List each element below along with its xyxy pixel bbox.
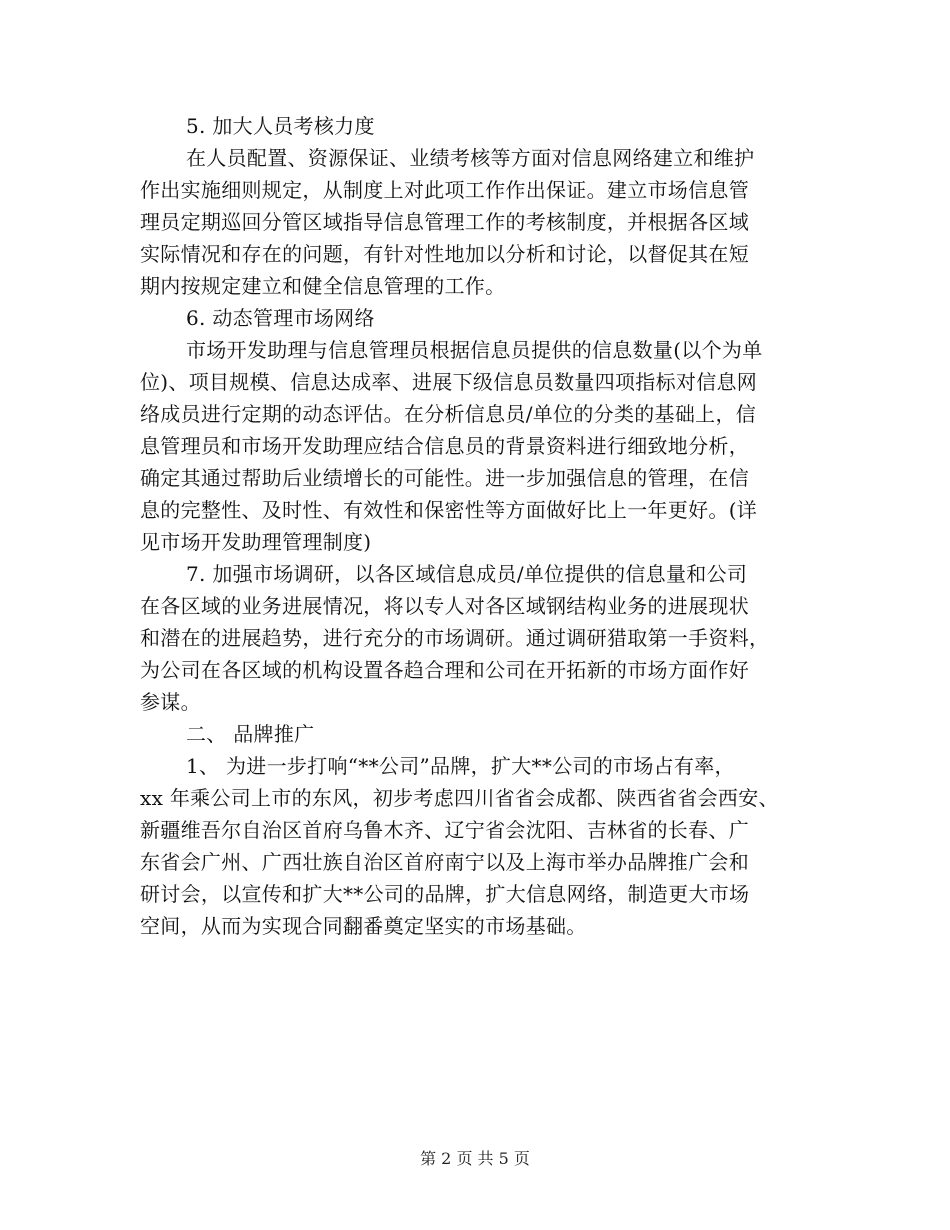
text-line: 理员定期巡回分管区域指导信息管理工作的考核制度，并根据各区域	[140, 210, 749, 234]
text-line: xx 年乘公司上市的东风，初步考虑四川省省会成都、陕西省省会西安、	[140, 786, 779, 810]
text-line: 东省会广州、广西壮族自治区首府南宁以及上海市举办品牌推广会和	[140, 850, 749, 874]
text-line: 参谋。	[140, 690, 201, 714]
document-body	[140, 110, 820, 942]
page-number-footer: 第 2 页 共 5 页	[420, 1149, 530, 1168]
text-line: 在各区域的业务进展情况，将以专人对各区域钢结构业务的进展现状	[140, 594, 749, 618]
text-line: 实际情况和存在的问题，有针对性地加以分析和讨论，以督促其在短	[140, 242, 749, 266]
text-line: 5. 加大人员考核力度	[186, 114, 375, 138]
text-line: 息的完整性、及时性、有效性和保密性等方面做好比上一年更好。(详	[140, 498, 758, 522]
text-line: 见市场开发助理管理制度)	[140, 530, 372, 554]
text-line: 确定其通过帮助后业绩增长的可能性。进一步加强信息的管理，在信	[140, 466, 749, 490]
text-line: 新疆维吾尔自治区首府乌鲁木齐、辽宁省会沈阳、吉林省的长春、广	[140, 818, 749, 842]
text-line: 6. 动态管理市场网络	[186, 306, 375, 330]
text-line: 和潜在的进展趋势，进行充分的市场调研。通过调研猎取第一手资料，	[140, 626, 770, 650]
text-line: 络成员进行定期的动态评估。在分析信息员/单位的分类的基础上，信	[140, 402, 757, 426]
text-line: 1、 为进一步打响“**公司”品牌，扩大**公司的市场占有率，	[186, 754, 735, 778]
text-line: 为公司在各区域的机构设置各趋合理和公司在开拓新的市场方面作好	[140, 658, 749, 682]
text-line: 作出实施细则规定，从制度上对此项工作作出保证。建立市场信息管	[140, 178, 749, 202]
text-line: 期内按规定建立和健全信息管理的工作。	[140, 274, 506, 298]
text-line: 7. 加强市场调研，以各区域信息成员/单位提供的信息量和公司	[186, 562, 748, 586]
text-line: 研讨会，以宣传和扩大**公司的品牌，扩大信息网络，制造更大市场	[140, 882, 750, 906]
text-line: 在人员配置、资源保证、业绩考核等方面对信息网络建立和维护	[186, 146, 755, 170]
text-line: 位)、项目规模、信息达成率、进展下级信息员数量四项指标对信息网	[140, 370, 758, 394]
text-line: 市场开发助理与信息管理员根据信息员提供的信息数量(以个为单	[186, 338, 763, 362]
text-line: 二、 品牌推广	[186, 722, 315, 746]
text-line: 息管理员和市场开发助理应结合信息员的背景资料进行细致地分析，	[140, 434, 749, 458]
text-line: 空间，从而为实现合同翻番奠定坚实的市场基础。	[140, 914, 587, 938]
